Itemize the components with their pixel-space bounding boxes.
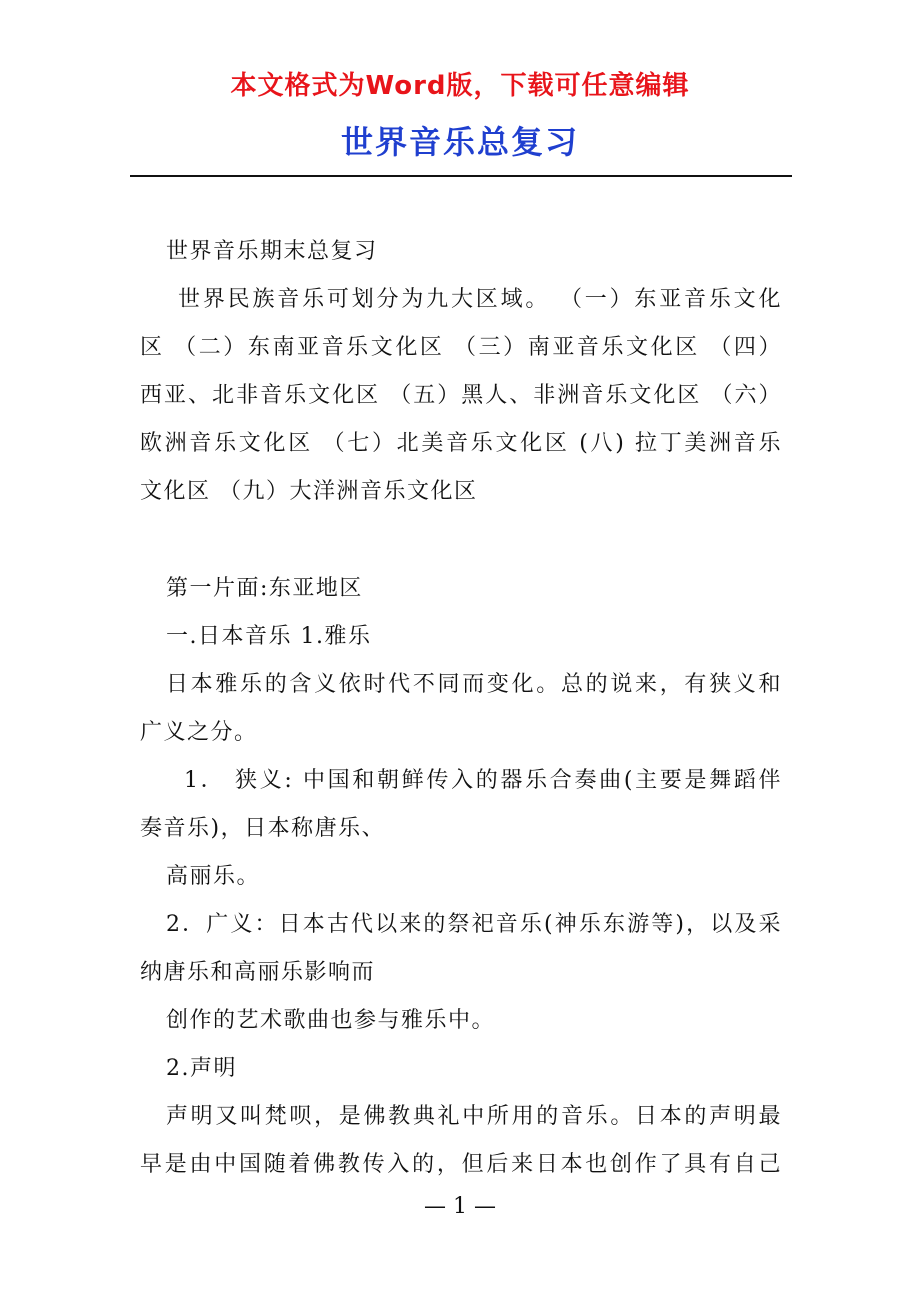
page-title: 世界音乐总复习 — [340, 123, 579, 161]
paragraph-line: 1． 狭义: 中国和朝鲜传入的器乐合奏曲(主要是舞蹈伴 — [184, 768, 782, 793]
title-divider — [130, 175, 792, 177]
paragraph-line: 纳唐乐和高丽乐影响而 — [140, 960, 376, 985]
paragraph-line: 区 （二）东南亚音乐文化区 （三）南亚音乐文化区 （四） — [140, 335, 782, 360]
paragraph-line: 西亚、北非音乐文化区 （五）黑人、非洲音乐文化区 （六） — [140, 383, 782, 408]
subsection-heading: 2.声明 — [166, 1056, 237, 1081]
paragraph-heading: 世界音乐期末总复习 — [166, 239, 378, 264]
paragraph-line: 世界民族音乐可划分为九大区域。 （一）东亚音乐文化 — [178, 287, 782, 312]
document-body-section — [140, 565, 782, 1189]
page-number: — 1 — — [424, 1194, 496, 1219]
paragraph-line: 广义之分。 — [140, 720, 258, 745]
watermark-banner: 本文格式为Word版，下载可任意编辑 — [230, 71, 690, 101]
paragraph-line: 创作的艺术歌曲也参与雅乐中。 — [166, 1008, 496, 1033]
paragraph-line: 奏音乐)，日本称唐乐、 — [140, 816, 386, 841]
paragraph-line: 高丽乐。 — [166, 864, 261, 889]
section-heading: 第一片面:东亚地区 — [166, 576, 363, 601]
subsection-heading: 一.日本音乐 1.雅乐 — [166, 624, 372, 649]
paragraph-line: 欧洲音乐文化区 （七）北美音乐文化区 (八) 拉丁美洲音乐 — [140, 431, 782, 456]
document-body — [140, 228, 782, 516]
paragraph-line: 文化区 （九）大洋洲音乐文化区 — [140, 479, 478, 504]
paragraph-line: 声明又叫梵呗，是佛教典礼中所用的音乐。日本的声明最 — [166, 1104, 782, 1129]
paragraph-line: 早是由中国随着佛教传入的，但后来日本也创作了具有自己 — [140, 1152, 782, 1177]
paragraph-line: 2．广义：日本古代以来的祭祀音乐(神乐东游等)，以及采 — [166, 912, 782, 937]
paragraph-line: 日本雅乐的含义依时代不同而变化。总的说来，有狭义和 — [166, 672, 782, 697]
